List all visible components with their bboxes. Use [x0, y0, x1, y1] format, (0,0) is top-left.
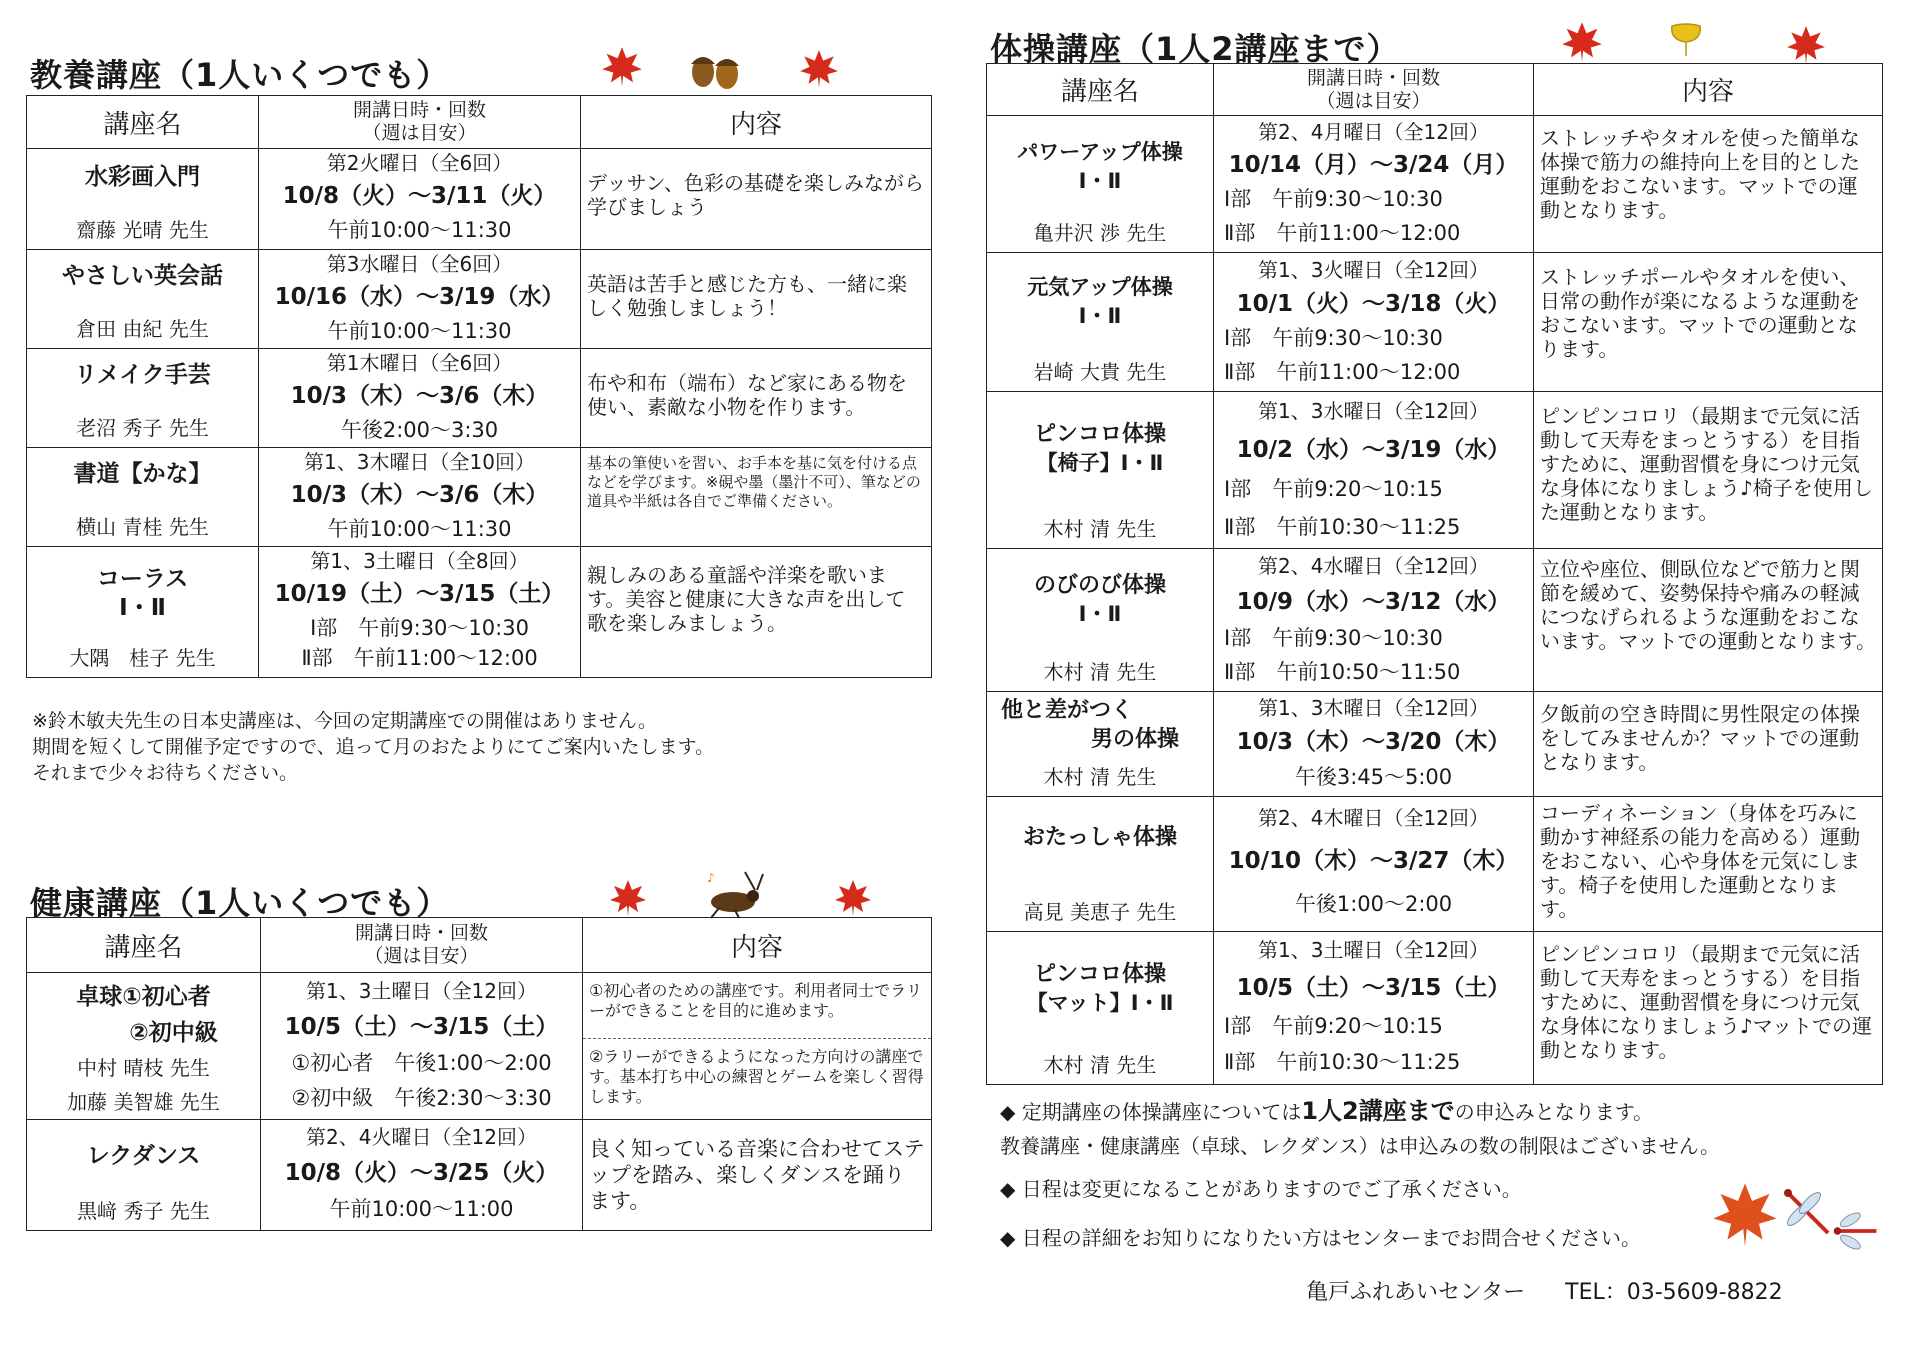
- schedule-period: 10/8（火）～3/11（火）: [282, 183, 557, 209]
- course-description: 夕飯前の空き時間に男性限定の体操をしてみませんか？マットでの運動となります。: [1534, 692, 1883, 797]
- table-row: [987, 392, 1883, 549]
- schedule-time: Ⅰ部 午前9:30～10:30: [1224, 626, 1443, 650]
- teacher-name: 倉田 由紀 先生: [76, 317, 209, 341]
- schedule-day: 第2、4火曜日（全12回）: [306, 1125, 537, 1149]
- schedule-period: 10/16（水）～3/19（水）: [274, 284, 565, 310]
- col-header-name: 講座名: [27, 918, 261, 973]
- kenko-title: 健康講座: [30, 884, 163, 922]
- course-name: 卓球①初心者: [76, 984, 211, 1010]
- maple-leaf-icon: [608, 878, 648, 918]
- footnote-text: ◆ 定期講座の体操講座については: [1000, 1100, 1302, 1124]
- schedule-time: 午後3:45～5:00: [1294, 765, 1453, 789]
- schedule-time: Ⅰ部 午前9:30～10:30: [1224, 326, 1443, 350]
- course-name-sub: ②初中級: [129, 1020, 218, 1046]
- col-header-name: 講座名: [27, 96, 259, 149]
- schedule-time: Ⅰ部 午前9:20～10:15: [1224, 1014, 1443, 1038]
- schedule-header-line2: （週は目安）: [1316, 89, 1431, 112]
- schedule-day: 第1、3土曜日（全12回）: [1258, 938, 1489, 962]
- course-name: おたっしゃ体操: [1022, 825, 1177, 850]
- course-description: ピンピンコロリ（最期まで元気に活動して天寿をまっとうする）を目指すために、運動習慣を身につけ元気な身体になりましょう♪マットでの運動となります。: [1534, 932, 1883, 1085]
- kyoyo-table: [26, 95, 932, 678]
- course-description: 布や和布（端布）など家にある物を使い、素敵な小物を作ります。: [581, 349, 932, 448]
- course-description: ①初心者のための講座です。利用者同士でラリーができることを目的に進めます。: [583, 973, 931, 1039]
- table-row: [27, 547, 932, 678]
- teacher-name: 齋藤 光晴 先生: [76, 218, 209, 242]
- schedule-period: 10/5（土）～3/15（土）: [1236, 975, 1511, 1001]
- ginkgo-leaf-icon: [1668, 22, 1704, 58]
- cricket-icon: [705, 868, 765, 920]
- schedule-time-2: Ⅱ部 午前11:00～12:00: [1224, 221, 1461, 245]
- acorn-icon: [685, 42, 745, 92]
- schedule-time: Ⅰ部 午前9:30～10:30: [1224, 187, 1443, 211]
- maple-leaf-icon: [1710, 1180, 1780, 1250]
- col-header-content: 内容: [581, 96, 932, 149]
- course-name-sub: Ⅰ・Ⅱ: [1078, 169, 1122, 193]
- schedule-time: 午前10:00～11:30: [327, 517, 512, 541]
- course-description: デッサン、色彩の基礎を楽しみながら学びましょう: [581, 149, 932, 250]
- teacher-name: 中村 晴枝 先生: [77, 1056, 210, 1080]
- course-name: 元気アップ体操: [1027, 275, 1173, 299]
- schedule-header-line1: 開講日時・回数: [354, 922, 488, 944]
- schedule-day: 第3水曜日（全6回）: [326, 252, 513, 276]
- kyoyo-subtitle: （1人いくつでも）: [162, 56, 450, 94]
- col-header-name: 講座名: [987, 64, 1214, 116]
- course-description: 立位や座位、側臥位などで筋力と関節を緩めて、姿勢保持や痛みの軽減につなげられるような運動をおこないます。マットでの運動となります。: [1534, 549, 1883, 692]
- taiso-title: 体操講座: [990, 30, 1123, 68]
- schedule-period: 10/14（月）～3/24（月）: [1228, 152, 1519, 178]
- schedule-period: 10/9（水）～3/12（水）: [1236, 589, 1511, 615]
- schedule-time: 午前10:00～11:00: [329, 1197, 514, 1221]
- course-name-sub: 【椅子】Ⅰ・Ⅱ: [1036, 451, 1164, 475]
- course-name-sub: Ⅰ・Ⅱ: [1078, 602, 1122, 626]
- schedule-day: 第1、3木曜日（全12回）: [1258, 696, 1489, 720]
- schedule-period: 10/1（火）～3/18（火）: [1236, 291, 1511, 317]
- footnote-change: ◆ 日程は変更になることがありますのでご了承ください。: [1000, 1177, 1522, 1201]
- course-name: 書道【かな】: [73, 461, 212, 487]
- schedule-period: 10/19（土）～3/15（土）: [274, 581, 565, 607]
- teacher-name: 大隅 桂子 先生: [69, 646, 216, 670]
- schedule-period: 10/2（水）～3/19（水）: [1236, 437, 1511, 463]
- teacher-name: 木村 清 先生: [1043, 660, 1157, 684]
- course-name-sub: Ⅰ・Ⅱ: [1078, 304, 1122, 328]
- course-name-sub: Ⅰ・Ⅱ: [119, 595, 166, 621]
- course-description-2: ②ラリーができるようになった方向けの講座です。基本打ち中心の練習とゲームを楽しく習得します。: [589, 1047, 924, 1106]
- maple-leaf-icon: [798, 48, 840, 90]
- footnote-no-limit: 教養講座・健康講座（卓球、レクダンス）は申込みの数の制限はございません。: [1000, 1134, 1720, 1158]
- notice: [32, 708, 714, 786]
- schedule-header-line1: 開講日時・回数: [352, 99, 486, 121]
- center-name: 亀戸ふれあいセンター: [1306, 1280, 1526, 1305]
- maple-leaf-icon: [833, 878, 873, 918]
- course-name: 水彩画入門: [85, 164, 200, 190]
- schedule-period: 10/3（木）～3/6（木）: [290, 383, 549, 409]
- table-row: [987, 932, 1883, 1085]
- col-header-content: 内容: [1534, 64, 1883, 116]
- kenko-table: [26, 917, 932, 1231]
- teacher-name: 岩崎 大貴 先生: [1033, 360, 1167, 384]
- schedule-time-2: Ⅱ部 午前10:50～11:50: [1224, 660, 1461, 684]
- teacher-name: 木村 清 先生: [1043, 765, 1157, 789]
- schedule-header-line2: （週は目安）: [364, 945, 479, 967]
- footnote-contact: ◆ 日程の詳細をお知りになりたい方はセンターまでお問合せください。: [1000, 1226, 1641, 1250]
- schedule-day: 第1、3水曜日（全12回）: [1258, 399, 1489, 423]
- table-row: [27, 250, 932, 349]
- schedule-day: 第1、3土曜日（全8回）: [310, 549, 529, 573]
- schedule-time: 午前10:00～11:30: [327, 319, 512, 343]
- schedule-day: 第1、3木曜日（全10回）: [304, 450, 535, 474]
- dragonfly-icon: [1780, 1185, 1836, 1241]
- col-header-schedule: [259, 96, 581, 149]
- maple-leaf-icon: [1785, 24, 1827, 66]
- teacher-name: 高見 美恵子 先生: [1023, 900, 1177, 924]
- course-name-sub: 男の体操: [1090, 727, 1179, 752]
- schedule-day: 第1、3土曜日（全12回）: [306, 979, 537, 1003]
- schedule-period: 10/3（木）～3/6（木）: [290, 482, 549, 508]
- schedule-header-line2: （週は目安）: [362, 122, 477, 144]
- schedule-time-2: Ⅱ部 午前10:30～11:25: [1224, 1050, 1461, 1074]
- col-header-schedule: [261, 918, 583, 973]
- teacher-name: 加藤 美智雄 先生: [67, 1090, 220, 1114]
- telephone-number: TEL：03-5609-8822: [1565, 1280, 1783, 1305]
- schedule-time: 午後1:00～2:00: [1294, 892, 1453, 916]
- course-name: のびのび体操: [1033, 573, 1166, 598]
- course-name: パワーアップ体操: [1017, 140, 1183, 164]
- notice-line: ※鈴木敏夫先生の日本史講座は、今回の定期講座での開催はありません。: [32, 710, 658, 732]
- table-row: [987, 797, 1883, 932]
- course-description: ピンピンコロリ（最期まで元気に活動して天寿をまっとうする）を目指すために、運動習慣を身につけ元気な身体になりましょう♪椅子を使用した運動となります。: [1534, 392, 1883, 549]
- schedule-day: 第1、3火曜日（全12回）: [1258, 258, 1489, 282]
- teacher-name: 老沼 秀子 先生: [76, 416, 209, 440]
- course-description: 基本の筆使いを習い、お手本を基に気を付ける点などを学びます。※硯や墨（墨汁不可）、筆などの道具や半紙は各自でご準備ください。: [581, 448, 932, 547]
- schedule-time: 午前10:00～11:30: [327, 218, 512, 242]
- course-name: 他と差がつく: [1001, 698, 1134, 723]
- dragonfly-icon: [1830, 1205, 1882, 1257]
- kyoyo-section-title: [30, 50, 449, 96]
- kyoyo-title: 教養講座: [30, 56, 163, 94]
- schedule-time: ①初心者 午後1:00～2:00: [291, 1051, 552, 1075]
- schedule-time: Ⅰ部 午前9:30～10:30: [310, 616, 529, 640]
- table-row: [987, 253, 1883, 392]
- footnote-limit: [1000, 1098, 1653, 1125]
- course-name: リメイク手芸: [74, 362, 211, 388]
- schedule-day: 第2、4木曜日（全12回）: [1258, 806, 1489, 830]
- maple-leaf-icon: [1560, 20, 1604, 64]
- schedule-day: 第1木曜日（全6回）: [326, 351, 513, 375]
- schedule-time: 午後2:00～3:30: [340, 418, 499, 442]
- teacher-name: 木村 清 先生: [1043, 1053, 1157, 1077]
- table-row: [27, 973, 932, 1120]
- course-description: 英語は苦手と感じた方も、一緒に楽しく勉強しましょう！: [581, 250, 932, 349]
- schedule-period: 10/10（木）～3/27（木）: [1228, 848, 1519, 874]
- course-description: コーディネーション（身体を巧みに動かす神経系の能力を高める）運動をおこない、心や身体を元気にします。椅子を使用した運動となります。: [1534, 797, 1883, 932]
- course-name: ピンコロ体操: [1033, 422, 1166, 447]
- contact-line: [1306, 1280, 1783, 1306]
- teacher-name: 亀井沢 渉 先生: [1033, 221, 1167, 245]
- kenko-subtitle: （1人いくつでも）: [162, 884, 450, 922]
- course-name-sub: 【マット】Ⅰ・Ⅱ: [1026, 991, 1174, 1015]
- schedule-day: 第2、4月曜日（全12回）: [1258, 120, 1489, 144]
- table-row: [987, 692, 1883, 797]
- schedule-day: 第2、4水曜日（全12回）: [1258, 554, 1489, 578]
- table-row: [27, 1120, 932, 1231]
- course-name: コーラス: [96, 566, 189, 592]
- schedule-time-2: ②初中級 午後2:30～3:30: [291, 1086, 552, 1110]
- taiso-subtitle: （1人2講座まで）: [1122, 30, 1400, 68]
- col-header-schedule: [1214, 64, 1534, 116]
- course-description: ストレッチポールやタオルを使い、日常の動作が楽になるような運動をおこないます。マットでの運動となります。: [1534, 253, 1883, 392]
- taiso-table: [986, 63, 1883, 1085]
- teacher-name: 木村 清 先生: [1043, 517, 1157, 541]
- schedule-period: 10/3（木）～3/20（木）: [1236, 729, 1511, 755]
- schedule-time: Ⅰ部 午前9:20～10:15: [1224, 477, 1443, 501]
- schedule-time-2: Ⅱ部 午前11:00～12:00: [301, 646, 538, 670]
- course-name: レクダンス: [86, 1143, 201, 1169]
- footnote-emphasis: 1人2講座まで: [1301, 1097, 1455, 1125]
- table-row: [987, 116, 1883, 253]
- notice-line: それまで少々お待ちください。: [32, 762, 299, 784]
- table-row: [987, 549, 1883, 692]
- course-name: ピンコロ体操: [1033, 962, 1166, 987]
- course-name: やさしい英会話: [62, 263, 223, 289]
- footnote-text: の申込みとなります。: [1454, 1100, 1654, 1124]
- course-description: 良く知っている音楽に合わせてステップを踏み、楽しくダンスを踊ります。: [583, 1120, 932, 1231]
- course-description: 親しみのある童謡や洋楽を歌います。美容と健康に大きな声を出して歌を楽しみましょう。: [581, 547, 932, 678]
- svg-text:♪: ♪: [707, 871, 715, 885]
- schedule-time-2: Ⅱ部 午前10:30～11:25: [1224, 515, 1461, 539]
- schedule-day: 第2火曜日（全6回）: [326, 151, 513, 175]
- col-header-content: 内容: [583, 918, 932, 973]
- schedule-header-line1: 開講日時・回数: [1306, 66, 1440, 89]
- schedule-period: 10/8（火）～3/25（火）: [284, 1160, 559, 1186]
- course-description: ストレッチやタオルを使った簡単な体操で筋力の維持向上を目的とした運動をおこないます。マットでの運動となります。: [1534, 116, 1883, 253]
- teacher-name: 黒﨑 秀子 先生: [77, 1199, 210, 1223]
- teacher-name: 横山 青桂 先生: [76, 515, 209, 539]
- table-row: [27, 349, 932, 448]
- schedule-period: 10/5（土）～3/15（土）: [284, 1014, 559, 1040]
- table-row: [27, 149, 932, 250]
- table-row: [27, 448, 932, 547]
- schedule-time-2: Ⅱ部 午前11:00～12:00: [1224, 360, 1461, 384]
- notice-line: 期間を短くして開催予定ですので、追って月のおたよりにてご案内いたします。: [32, 736, 715, 758]
- maple-leaf-icon: [600, 45, 644, 89]
